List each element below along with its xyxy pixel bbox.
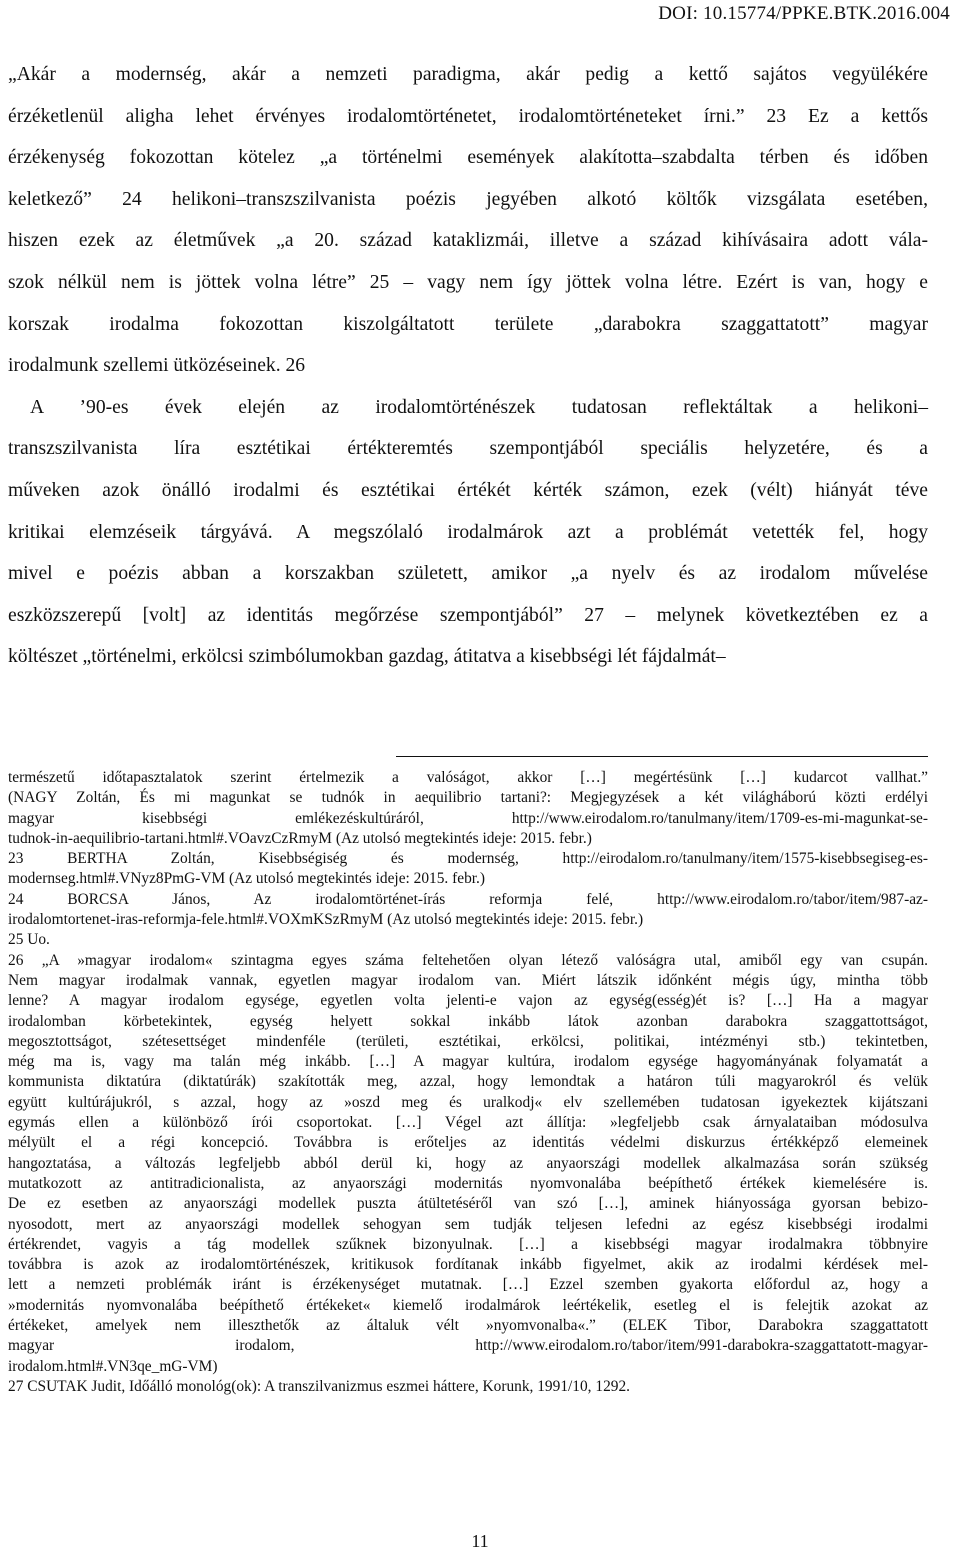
footnotes-line: kommunista diktatúra (diktatúrák) szakították meg, azzal, hogy lemondtak a határon túli magyarokról és velük	[8, 1073, 928, 1091]
body-line: hiszen ezek az életművek „a 20. század kataklizmái, illetve a század kihívásaira adott vála-	[8, 230, 928, 252]
body-line: kritikai elemzéseik tárgyává. A megszólaló irodalmárok azt a problémát vetették fel, hogy	[8, 521, 928, 543]
footnotes-line: mutatkozott az antitradicionalista, az anyaországi modernitás nyomvonalába beépíthető értékek kiemelésére is.	[8, 1174, 928, 1192]
footnotes-line: tudnok-in-aequilibrio-tartani.html#.VOavzCzRmyM (Az utolsó megtekintés ideje: 2015. febr.)	[8, 829, 592, 847]
footnotes-line: magyar irodalom, http://www.eirodalom.ro/tabor/item/991-darabokra-szaggattatott-magyar-	[8, 1337, 928, 1355]
footnotes-line: modernseg.html#.VNyz8PmG-VM (Az utolsó megtekintés ideje: 2015. febr.)	[8, 870, 486, 888]
footnotes-line: megosztottságot, szétesettséget mindenféle (területi, esztétikai, erkölcsi, politikai, intézményi stb.) tekintetben,	[8, 1032, 928, 1050]
footnotes-line: 26 „A »magyar irodalom« szintagma egyes száma feltehetően olyan létező valóságra utal, amiből egy van csupán.	[8, 951, 928, 969]
footnotes-line: Nem magyar irodalmak vannak, egyetlen magyar irodalom van. Miért látszik időnként mégis úgy, mintha több	[8, 971, 928, 989]
footnotes-line: magyar kisebbségi emlékezéskultúráról, http://www.eirodalom.ro/tanulmany/item/1709-es-mi-magunkat-se-	[8, 809, 928, 827]
footnotes-line: 25 Uo.	[8, 931, 50, 949]
footnotes-line: (NAGY Zoltán, És mi magunkat se tudnók in aequilibrio tartani?: Megjegyzések a két világháború közti erdélyi	[8, 789, 928, 807]
footnotes-line: értékrendet, vagyis a tág modellek szűknek bizonyulnak. […] a kisebbségi magyar irodalmakra többnyire	[8, 1235, 928, 1253]
footnotes-line: lett a nemzeti problémák iránt is érzékenységet mutatnak. […] Ezzel szemben gyakorta előfordul az, hogy a	[8, 1276, 928, 1294]
footnotes-line: mélyült el a régi koncepció. Továbbra is erőteljes az identitás védelmi diskurzus értékképző elemeinek	[8, 1134, 928, 1152]
footnotes	[8, 768, 928, 1397]
footnotes-line: irodalomban körbetekintek, egység helyett sokkal inkább látok azonban darabokra szaggattottságot,	[8, 1012, 928, 1030]
footnote-separator	[396, 756, 928, 757]
footnotes-line: irodalom.html#.VN3qe_mG-VM)	[8, 1357, 218, 1375]
body-line: A ’90-es évek elején az irodalomtörténészek tudatosan reflektáltak a helikoni–	[30, 396, 928, 418]
footnotes-line: még ma is, vagy ma talán még inkább. […] A magyar kultúra, irodalom egysége hagyományának folyamatát a	[8, 1053, 928, 1071]
body-line: irodalmunk szellemi ütközéseinek. 26	[8, 355, 306, 377]
body-line: korszak irodalma fokozottan kiszolgáltatott területe „darabokra szaggattatott” magyar	[8, 313, 928, 335]
footnotes-line: lenne? A magyar irodalom egysége, egyetlen volta jelenti-e vajon az egység(esség)ét is? […] Ha a magyar	[8, 992, 928, 1010]
footnotes-line: irodalomtortenet-iras-reformja-fele.html#.VOXmKSzRmyM (Az utolsó megtekintés ideje: 2015. febr.)	[8, 911, 644, 929]
doi-header: DOI: 10.15774/PPKE.BTK.2016.004	[658, 3, 950, 24]
body-line: keletkező” 24 helikoni–transzszilvanista poézis jegyében alkotó költők vizsgálata esetében,	[8, 188, 928, 210]
body-line: költészet „történelmi, erkölcsi szimbólumokban gazdag, átitatva a kisebbségi lét fájdalmát–	[8, 646, 726, 668]
footnotes-line: De ez esetben az anyaországi modellek puszta átültetéséről van szó […], aminek hiányossága gyorsan bebizo-	[8, 1195, 928, 1213]
footnotes-line: értékeket, amelyek nem illeszthetők az általuk vélt »nyomvonalba«.” (ELEK Tibor, Darabokra szaggattatott	[8, 1317, 928, 1335]
footnotes-line: egymás ellen a különböző írói csoportokat. […] Végel azt állítja: »legfeljebb csak árnyalataiban módosulva	[8, 1114, 928, 1132]
body-line: érzéketlenül aligha lehet érvényes irodalomtörténetet, irodalomtörténeteket írni.” 23 Ez a kettős	[8, 105, 928, 127]
body-line: érzékenység fokozottan kötelez „a történelmi események alakította–szabdalta térben és időben	[8, 147, 928, 169]
body-line: szok nélkül nem is jöttek volna létre” 25 – vagy nem így jöttek volna létre. Ezért is van, hogy e	[8, 271, 928, 293]
body-line: transzszilvanista líra esztétikai értékteremtés szempontjából speciális helyzetére, és a	[8, 438, 928, 460]
page-number: 11	[471, 1531, 489, 1551]
body-line: „Akár a modernség, akár a nemzeti paradigma, akár pedig a kettő sajátos vegyülékére	[8, 64, 928, 85]
body-line: mivel e poézis abban a korszakban született, amikor „a nyelv és az irodalom művelése	[8, 563, 928, 585]
body-line: műveken azok önálló irodalmi és esztétikai értékét kérték számon, ezek (vélt) hiányát téve	[8, 479, 928, 501]
footnotes-line: továbbra is azok az irodalomtörténészek, kritikusok fordítanak inkább figyelmet, akik az irodalmi kérdések mel-	[8, 1256, 928, 1274]
footnotes-line: hangoztatása, a változás legfeljebb abból derül ki, hogy az anyaországi modellek alkalmazása során szükség	[8, 1154, 928, 1172]
footnotes-line: 23 BERTHA Zoltán, Kisebbségiség és modernség, http://eirodalom.ro/tanulmany/item/1575-kisebbsegiseg-es-	[8, 850, 928, 868]
footnotes-line: 27 CSUTAK Judit, Időálló monológ(ok): A transzilvanizmus eszmei háttere, Korunk, 1991/10, 1292.	[8, 1377, 631, 1395]
footnotes-line: természetű időtapasztalatok szerint értelmezik a valóságot, akkor […] megértésünk […] kudarcot vallhat.”	[8, 769, 928, 786]
main-body-text	[8, 54, 928, 678]
footnotes-line: »modernitás nyomvonalába beépíthető értékeket« kiemelő irodalmárok leértékelik, esetleg el is felejtik azokat az	[8, 1296, 928, 1314]
body-line: eszközszerepű [volt] az identitás megőrzése szempontjából” 27 – melynek következtében ez a	[8, 604, 928, 626]
footnotes-line: nyosodott, mert az anyaországi modellek sehogyan sem tudják teljesen lefedni az egész kisebbségi irodalmi	[8, 1215, 928, 1233]
footnotes-line: 24 BORCSA János, Az irodalomtörténet-írás reformja felé, http://www.eirodalom.ro/tabor/item/987-az-	[8, 890, 928, 908]
footnotes-line: együtt kultúrájukról, s azzal, hogy az »oszd meg és uralkodj« elv szellemében tudatosan igyekeztek kijátszani	[8, 1093, 928, 1111]
